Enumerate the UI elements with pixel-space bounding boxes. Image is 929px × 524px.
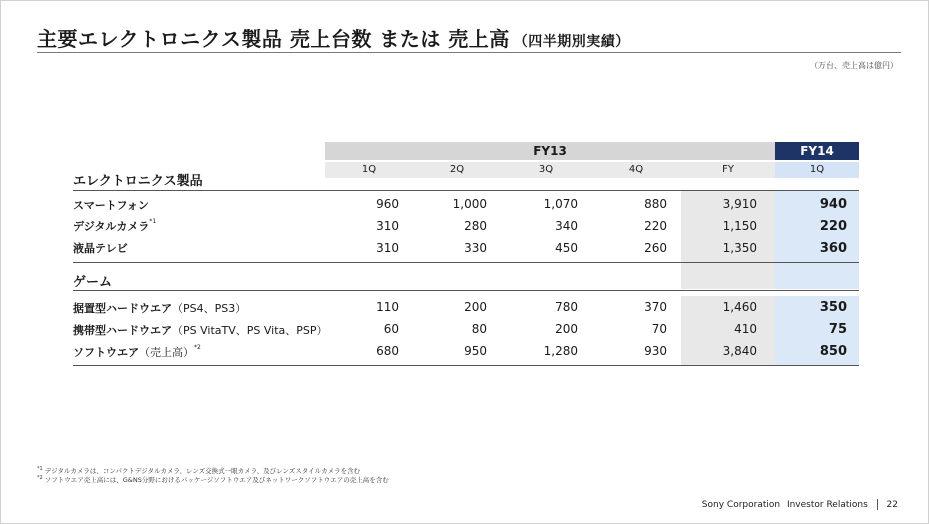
- table-cell: 930: [644, 344, 667, 358]
- table-cell: 220: [819, 219, 847, 234]
- table-cell: 60: [383, 322, 399, 336]
- table-cell: 3,840: [722, 344, 757, 358]
- row-label-smartphone: スマートフォン: [73, 199, 149, 212]
- table-cell: 880: [644, 197, 667, 211]
- table-cell: 310: [376, 219, 399, 233]
- page-title: [37, 23, 630, 52]
- table-cell: 960: [376, 197, 399, 211]
- table-cell: 950: [464, 344, 487, 358]
- section-label-game: ゲーム: [73, 275, 113, 290]
- section-divider: [73, 290, 859, 291]
- table-cell: 310: [376, 241, 399, 255]
- row-label-digital-camera: デジタルカメラ$^{*1}$: [73, 218, 157, 233]
- table-cell: 1,150: [722, 219, 757, 233]
- table-cell: 1,000: [452, 197, 487, 211]
- row-label-home-console: 据置型ハードウエア（PS4、PS3）: [73, 302, 247, 315]
- header-col-4q: 4Q: [628, 164, 644, 175]
- table-cell: 260: [644, 241, 667, 255]
- fy-column-shade: [681, 263, 775, 289]
- table-cell: 360: [819, 241, 847, 256]
- table-cell: 3,910: [722, 197, 757, 211]
- table-cell: 1,070: [543, 197, 578, 211]
- table-cell: 80: [471, 322, 487, 336]
- footnote-1: $^{*1}$ デジタルカメラは、コンパクトデジタルカメラ、レンズ交換式一眼カメラ、及びレンズスタイルカメラを含む: [37, 466, 361, 476]
- table-cell: 280: [464, 219, 487, 233]
- page-number: 22: [886, 500, 898, 510]
- table-cell: 110: [376, 300, 399, 314]
- table-cell: 850: [819, 344, 847, 359]
- table-cell: 75: [828, 322, 847, 337]
- footer-company: Sony Corporation: [701, 500, 781, 510]
- table-cell: 340: [555, 219, 578, 233]
- section-divider: [73, 190, 859, 191]
- section-divider: [73, 262, 859, 263]
- table-cell: 1,460: [722, 300, 757, 314]
- title-rule: [37, 52, 901, 53]
- footer-separator: [877, 499, 878, 510]
- table-cell: 350: [819, 300, 847, 315]
- table-cell: 940: [819, 197, 847, 212]
- row-label-lcd-tv: 液晶テレビ: [73, 242, 128, 255]
- footnote-2: $^{*2}$ ソフトウエア売上高には、G&NS分野におけるパッケージソフトウエア及びネットワークソフトウエアの売上高を含む: [37, 475, 389, 485]
- fy14-column-shade: [775, 263, 859, 289]
- row-label-portable-console: 携帯型ハードウエア（PS VitaTV、PS Vita、PSP）: [73, 324, 328, 337]
- table-cell: 780: [555, 300, 578, 314]
- table-cell: 680: [376, 344, 399, 358]
- table-cell: 70: [651, 322, 667, 336]
- table-bottom-rule: [73, 365, 859, 366]
- table-cell: 1,280: [543, 344, 578, 358]
- header-col-2q: 2Q: [449, 164, 465, 175]
- header-fy13: FY13: [325, 142, 775, 160]
- table-cell: 220: [644, 219, 667, 233]
- unit-note: （万台、売上高は億円）: [810, 61, 898, 70]
- footer: [702, 499, 898, 510]
- header-col-fy: FY: [681, 162, 775, 178]
- header-col-1q: 1Q: [361, 164, 377, 175]
- row-label-software: ソフトウエア（売上高）$^{*2}$: [73, 344, 201, 359]
- header-col-fy14-1q: 1Q: [775, 162, 859, 178]
- title-main: 主要エレクトロニクス製品 売上台数 または 売上高: [37, 27, 510, 51]
- table-cell: 450: [555, 241, 578, 255]
- footer-dept: Investor Relations: [786, 500, 868, 510]
- header-fy14: FY14: [775, 142, 859, 160]
- header-col-3q: 3Q: [538, 164, 554, 175]
- table-cell: 370: [644, 300, 667, 314]
- table-cell: 200: [464, 300, 487, 314]
- table-cell: 410: [734, 322, 757, 336]
- title-sub: （四半期別実績）: [513, 34, 630, 50]
- table-cell: 200: [555, 322, 578, 336]
- table-cell: 1,350: [722, 241, 757, 255]
- table-cell: 330: [464, 241, 487, 255]
- section-label-electronics: エレクトロニクス製品: [73, 174, 203, 189]
